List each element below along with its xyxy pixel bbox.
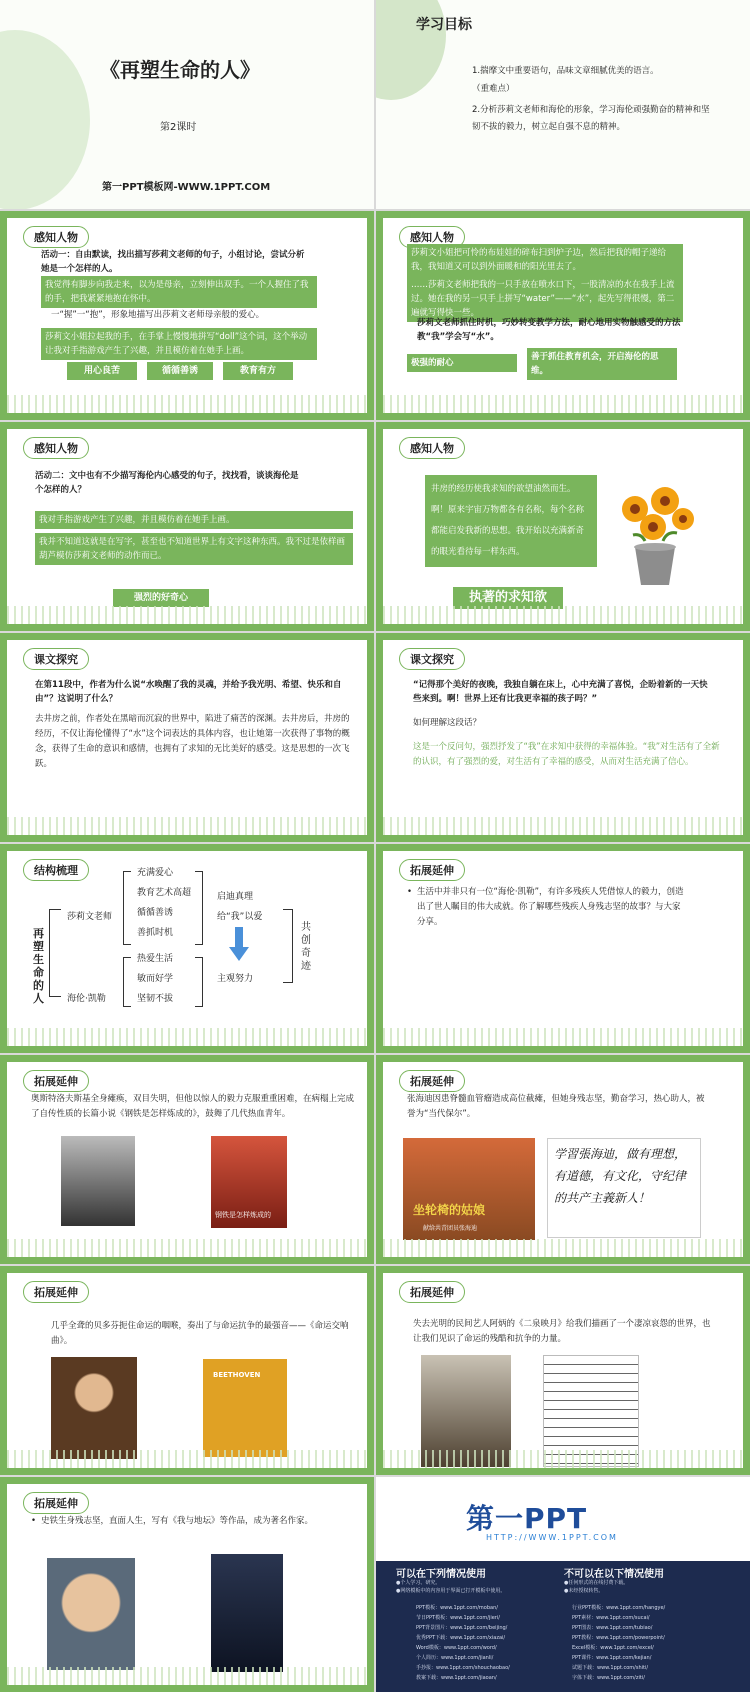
link-item[interactable]: 行业PPT模板：www.1ppt.com/hangye/	[572, 1605, 666, 1611]
trait-tag: 用心良苦	[67, 362, 137, 380]
book-cover	[403, 1138, 535, 1240]
link-item[interactable]: Excel模板：www.1ppt.com/excel/	[572, 1645, 654, 1651]
inquiry-answer: 去井房之前，作者处在黑暗而沉寂的世界中，陷进了痛苦的深渊。去井房后，井房的经历，不仅让海伦懂得了“水”这个词表达的具体内容，也让她第一次获得了事物的概念，获得了生命的意识和感情，也拥有了求知的无比美好的感受。这是思想的一次飞跃。	[35, 714, 350, 769]
result-label: 主观努力	[217, 974, 254, 984]
root-brace	[49, 909, 61, 997]
book-cover	[211, 1136, 287, 1228]
extend-text: 史铁生身残志坚，直面人生，写有《我与地坛》等作品，成为著名作家。	[41, 1516, 314, 1526]
author-photo	[47, 1558, 135, 1670]
goal-1: 1.揣摩文中重要语句，品味文章细腻优美的语言。	[472, 66, 659, 76]
extend-text: 奥斯特洛夫斯基全身瘫痪，双目失明，但他以惊人的毅力克服重重困难，在病榻上完成了自传性质的长篇小说《钢铁是怎样炼成的》，鼓舞了几代热血青年。	[31, 1094, 355, 1119]
book-title: 钢铁是怎样炼成的	[215, 1211, 271, 1219]
link-item[interactable]: Word模板：www.1ppt.com/word/	[416, 1645, 497, 1651]
extend-text: 生活中并非只有一位“海伦·凯勒”，有许多残疾人凭借惊人的毅力，创造出了世人瞩目的伟大成就。你了解哪些残疾人身残志坚的故事？与大家分享。	[417, 887, 684, 927]
inquiry-question: “记得那个美好的夜晚，我独自躺在床上，心中充满了喜悦，企盼着新的一天快些来到。啊！世界上还有比我更幸福的孩子吗？”	[413, 680, 708, 704]
slide-teacher-2	[376, 211, 750, 420]
trait-tag: 极强的耐心	[407, 354, 517, 372]
cover-title: 坐轮椅的姑娘	[413, 1203, 486, 1217]
section-tag: 拓展延伸	[23, 1492, 89, 1514]
helen-quality: 坚韧不拔	[137, 994, 174, 1004]
calligraphy-image	[547, 1138, 701, 1238]
final-brace	[283, 909, 293, 983]
trait-tag: 善于抓住教育机会，开启海伦的思维。	[527, 348, 677, 380]
section-tag: 课文探究	[399, 648, 465, 670]
activity-question: 活动一：自由默读，找出描写莎莉文老师的句子，小组讨论，尝试分析她是一个怎样的人。	[41, 250, 305, 274]
teacher-label: 莎莉文老师	[67, 912, 113, 922]
section-tag: 拓展延伸	[23, 1070, 89, 1092]
teacher-quality: 教育艺术高超	[137, 888, 192, 898]
theme-label: 共创奇迹	[301, 922, 311, 972]
link-item[interactable]: PPT教程：www.1ppt.com/powerpoint/	[572, 1635, 665, 1641]
slide-credits	[376, 1477, 750, 1692]
calligraphy-text: 学習張海迪，做有理想，有道德，有文化，守纪律的共产主義新人！	[554, 1147, 687, 1205]
section-tag: 感知人物	[23, 437, 89, 459]
slide-structure	[0, 844, 374, 1053]
teacher-quality: 善抓时机	[137, 928, 174, 938]
link-item[interactable]: PPT背景图片：www.1ppt.com/beijing/	[416, 1625, 508, 1631]
link-item[interactable]: 节日PPT模板：www.1ppt.com/jieri/	[416, 1615, 500, 1621]
book-cover	[211, 1554, 283, 1672]
links-left	[416, 1603, 566, 1683]
result-label: 启迪真理	[217, 892, 254, 902]
portrait-photo	[61, 1136, 135, 1226]
slide-extend-4	[0, 1266, 374, 1475]
portrait-painting	[51, 1357, 137, 1459]
trait-tag: 执著的求知欲	[453, 587, 563, 609]
activity-question: 活动二：文中也有不少描写海伦内心感受的句子，找找看，谈谈海伦是个怎样的人？	[35, 471, 299, 495]
cannot-rule: ●未经授权转售。	[564, 1588, 604, 1594]
score-cover	[203, 1359, 287, 1457]
analysis-note: 一“握”一“抱”，形象地描写出莎莉文老师母亲般的爱心。	[51, 310, 265, 320]
inquiry-sub: 如何理解这段话？	[413, 718, 482, 728]
site-text: 第一PPT模板网-WWW.1PPT.COM	[102, 182, 271, 193]
slide-extend-5	[376, 1266, 750, 1475]
teacher-brace	[123, 871, 131, 945]
quote-box: ……莎莉文老师把我的一只手放在喷水口下，一股清凉的水在我手上流过。她在我的另一只手上拼写“water”——“水”，起先写得很慢，第二遍就写得快一些。	[407, 276, 683, 322]
can-heading: 可以在下列情况使用	[396, 1569, 486, 1580]
decor-circle	[0, 30, 90, 209]
cannot-rule: ●任何形式的在线付费下载。	[564, 1580, 629, 1586]
quote-box: 莎莉文小姐拉起我的手，在手掌上慢慢地拼写“doll”这个词，这个举动让我对手指游戏产生了兴趣，并且模仿着在她手上画。	[41, 328, 317, 360]
score-title: BEETHOVEN	[213, 1371, 261, 1379]
link-item[interactable]: 字体下载：www.1ppt.com/ziti/	[572, 1675, 645, 1681]
section-tag: 感知人物	[399, 226, 465, 248]
extend-text: 张海迪因患脊髓血管瘤造成高位截瘫，但她身残志坚，勤奋学习，热心助人，被誉为“当代保尔”。	[407, 1094, 705, 1119]
slide-goals	[376, 0, 750, 209]
link-item[interactable]: PPT图表：www.1ppt.com/tubiao/	[572, 1625, 653, 1631]
logo-url[interactable]: HTTP://WWW.1PPT.COM	[486, 1533, 618, 1542]
quote-box: 我觉得有脚步向我走来，以为是母亲，立刻伸出双手。一个人握住了我的手，把我紧紧地抱在怀中。	[41, 276, 317, 308]
quote-box: 莎莉文小姐把可怜的布娃娃的碎布扫到炉子边，然后把我的帽子递给我，我知道又可以到外面暖和的阳光里去了。	[407, 244, 683, 276]
slide-extend-3	[376, 1055, 750, 1264]
slide-title	[0, 0, 374, 209]
inquiry-answer: 这是一个反问句，强烈抒发了“我”在求知中获得的幸福体验。“我”对生活有了全新的认识，有了强烈的爱，对生活有了幸福的感受，从而对生活充满了信心。	[413, 742, 720, 767]
can-rule: ●个人学习、研究。	[396, 1580, 441, 1586]
can-rule: ●网络模板中的内容用于界面已打开模板中使用。	[396, 1588, 506, 1594]
title-text: 《再塑生命的人》	[100, 58, 260, 82]
section-tag: 感知人物	[23, 226, 89, 248]
musician-photo	[421, 1355, 511, 1467]
root-label: 再塑生命的人	[33, 927, 44, 1005]
link-item[interactable]: PPT课件：www.1ppt.com/kejian/	[572, 1655, 652, 1661]
link-item[interactable]: 个人简历：www.1ppt.com/jianli/	[416, 1655, 494, 1661]
slide-helen-1	[0, 422, 374, 631]
quote-box: 我对手指游戏产生了兴趣，并且模仿着在她手上画。	[35, 511, 353, 529]
link-item[interactable]: 手抄报：www.1ppt.com/shouchaobao/	[416, 1665, 510, 1671]
section-tag: 结构梳理	[23, 859, 89, 881]
goal-1-note: （重难点）	[472, 84, 515, 94]
trait-tag: 强烈的好奇心	[113, 589, 209, 607]
extend-text: 失去光明的民间艺人阿炳的《二泉映月》给我们描画了一个凄凉哀怨的世界，也让我们见识了命运的残酷和抗争的力量。	[413, 1319, 711, 1344]
helen-quality: 热爱生活	[137, 954, 174, 964]
slide-extend-1	[376, 844, 750, 1053]
section-tag: 拓展延伸	[399, 1070, 465, 1092]
links-right	[572, 1603, 732, 1683]
link-item[interactable]: 试题下载：www.1ppt.com/shiti/	[572, 1665, 649, 1671]
cannot-heading: 不可以在以下情况使用	[564, 1569, 664, 1580]
extend-text: 几乎全聋的贝多芬扼住命运的咽喉，奏出了与命运抗争的最强音——《命运交响曲》。	[51, 1321, 349, 1346]
result-label: 给“我”以爱	[217, 912, 263, 922]
slide-helen-2	[376, 422, 750, 631]
analysis-text: 莎莉文老师抓住时机，巧妙转变教学方法，耐心地用实物触感受的方法教“我”学会写“水”。	[417, 318, 681, 342]
section-tag: 拓展延伸	[399, 859, 465, 881]
link-item[interactable]: PPT模板：www.1ppt.com/moban/	[416, 1605, 498, 1611]
bullet-dot: •	[407, 887, 413, 897]
logo-text: 第一PPT	[466, 1502, 588, 1535]
slide-extend-6	[0, 1477, 374, 1692]
inquiry-question: 在第11段中，作者为什么说“水唤醒了我的灵魂，并给予我光明、希望、快乐和自由”？这说明了什么？	[35, 680, 342, 704]
link-item[interactable]: PPT素材：www.1ppt.com/sucai/	[572, 1615, 650, 1621]
trait-tag: 教育有方	[223, 362, 293, 380]
teacher-quality: 充满爱心	[137, 868, 174, 878]
bullet-dot: •	[31, 1516, 37, 1526]
trait-tag: 循循善诱	[147, 362, 213, 380]
quote-box: 我并不知道这就是在写字，甚至也不知道世界上有文字这种东西。我不过是依样画葫芦模仿莎莉文老师的动作而已。	[35, 533, 353, 565]
teacher-quality: 循循善诱	[137, 908, 174, 918]
music-score-image	[543, 1355, 639, 1467]
section-tag: 感知人物	[399, 437, 465, 459]
link-item[interactable]: 教案下载：www.1ppt.com/jiaoan/	[416, 1675, 497, 1681]
sunflower-image	[605, 477, 705, 587]
helen-brace	[123, 957, 131, 1007]
arrow-down-icon	[229, 927, 249, 961]
slide-inquiry-1	[0, 633, 374, 842]
slide-inquiry-2	[376, 633, 750, 842]
goals-heading: 学习目标	[416, 17, 472, 33]
slide-teacher-1	[0, 211, 374, 420]
teacher-right-brace	[195, 871, 203, 945]
helen-label: 海伦·凯勒	[67, 994, 106, 1004]
section-tag: 拓展延伸	[23, 1281, 89, 1303]
cover-subtitle: 献给共青团员张海迪	[423, 1225, 478, 1232]
link-item[interactable]: 优秀PPT下载：www.1ppt.com/xiazai/	[416, 1635, 506, 1641]
helen-right-brace	[195, 957, 203, 1007]
section-tag: 课文探究	[23, 648, 89, 670]
lesson-text: 第2课时	[160, 122, 197, 133]
slide-extend-2	[0, 1055, 374, 1264]
goal-2: 2.分析莎莉文老师和海伦的形象，学习海伦顽强勤奋的精神和坚韧不拔的毅力，树立起自强不息的精神。	[472, 105, 710, 132]
helen-quality: 敏而好学	[137, 974, 174, 984]
quote-box: 井房的经历使我求知的欲望油然而生。啊！原来宇宙万物都各有名称，每个名称都能启发我新的思想。我开始以充满新奇的眼光看待每一样东西。	[425, 475, 597, 567]
section-tag: 拓展延伸	[399, 1281, 465, 1303]
